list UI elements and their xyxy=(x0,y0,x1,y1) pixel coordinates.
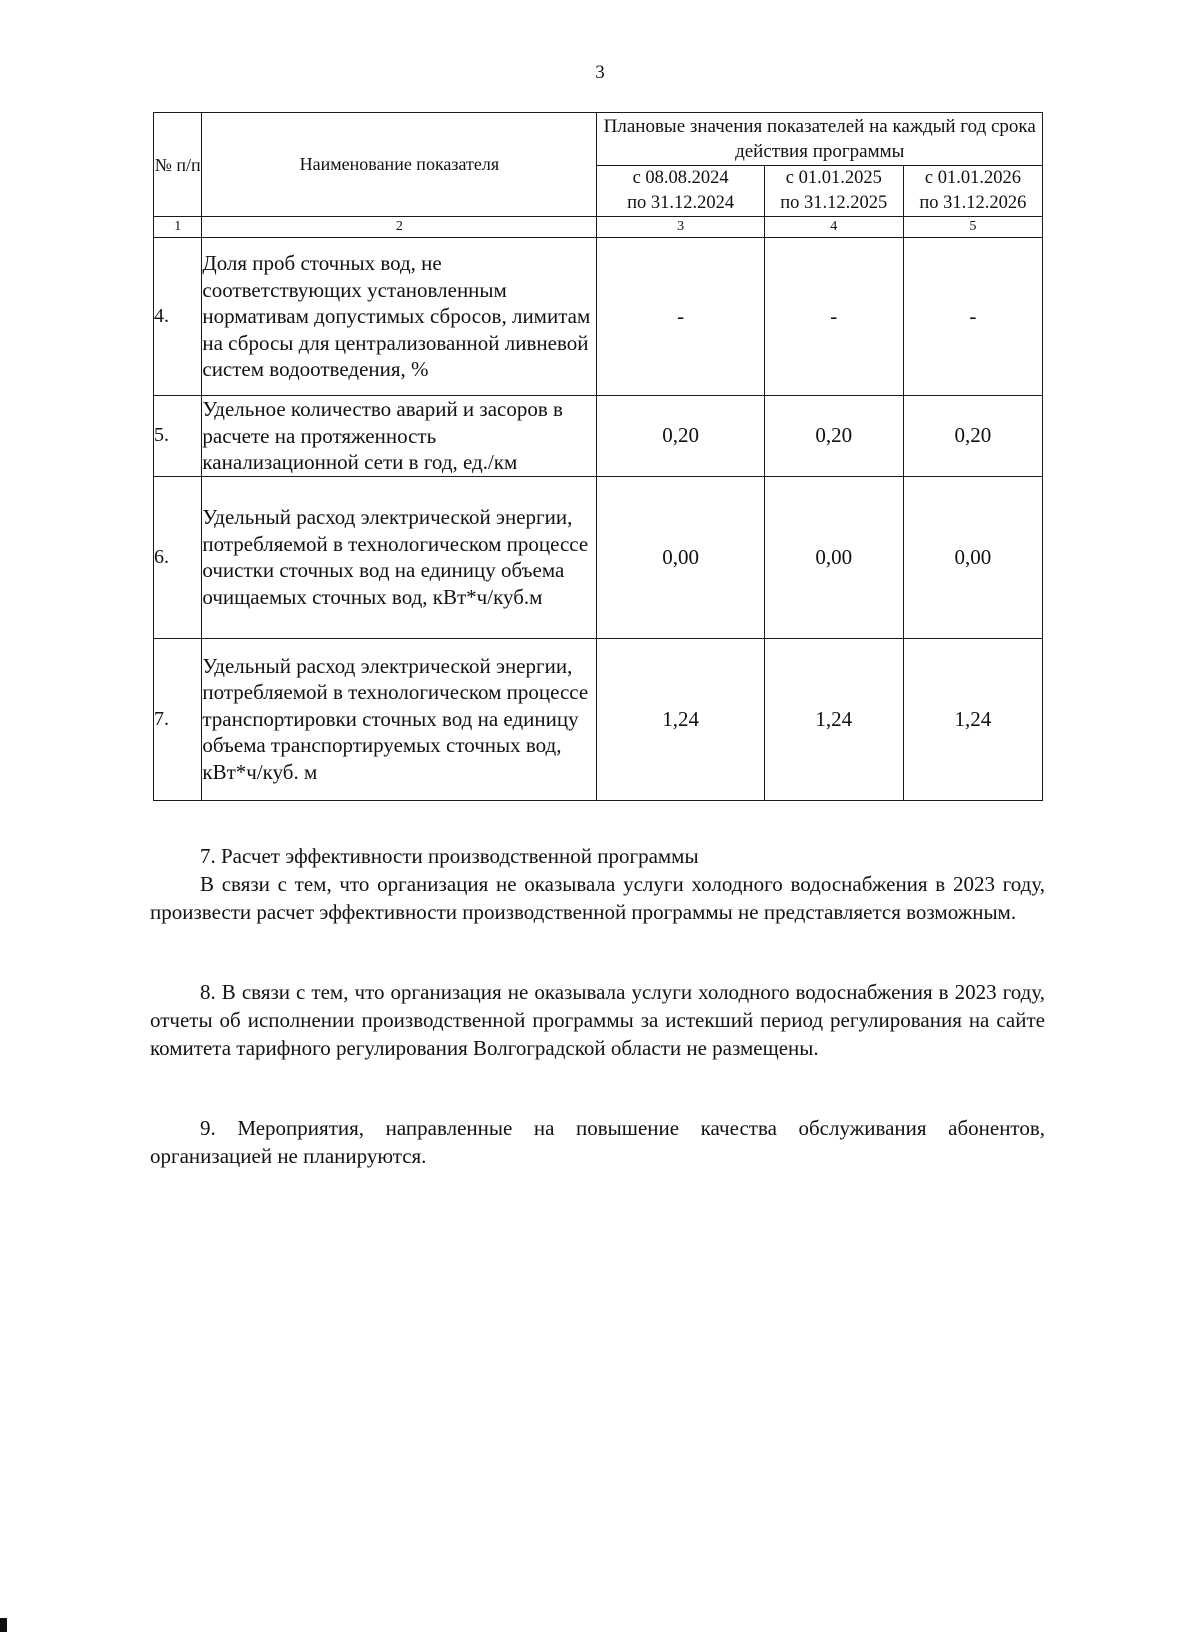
section-8 xyxy=(150,978,1045,1062)
header-period-1 xyxy=(597,166,764,217)
indicators-table xyxy=(153,112,1043,801)
column-number: 4 xyxy=(764,217,903,238)
value-2026: - xyxy=(903,238,1042,396)
row-number: 6. xyxy=(154,476,202,638)
value-2026: 1,24 xyxy=(903,638,1042,800)
section-7-text: В связи с тем, что организация не оказывала услуги холодного водоснабжения в 2023 году, произвести расчет эффективности производственной программы не представляется возможным. xyxy=(150,872,1045,924)
period-to: по 31.12.2026 xyxy=(919,193,1027,213)
value-2026: 0,20 xyxy=(903,396,1042,477)
value-2025: 1,24 xyxy=(764,638,903,800)
indicator-name: Удельный расход электрической энергии, потребляемой в технологическом процессе транспортировки сточных вод на единицу объема транспортируемых сточных вод, кВт*ч/куб. м xyxy=(202,638,597,800)
value-2024: 0,20 xyxy=(597,396,764,477)
value-2025: - xyxy=(764,238,903,396)
value-2025: 0,20 xyxy=(764,396,903,477)
column-number: 5 xyxy=(903,217,1042,238)
header-period-3 xyxy=(903,166,1042,217)
indicator-name: Удельное количество аварий и засоров в расчете на протяженность канализационной сети в год, ед./км xyxy=(202,396,597,477)
value-2024: 0,00 xyxy=(597,476,764,638)
header-num: № п/п xyxy=(154,113,202,217)
header-plan: Плановые значения показателей на каждый год срока действия программы xyxy=(597,113,1043,166)
section-8-text: 8. В связи с тем, что организация не оказывала услуги холодного водоснабжения в 2023 году, отчеты об исполнении производственной программы за истекший период регулирования на сайте комитета тарифного регулирования Волгоградской области не размещены. xyxy=(150,980,1045,1060)
period-to: по 31.12.2024 xyxy=(627,193,735,213)
header-name: Наименование показателя xyxy=(202,113,597,217)
table-row xyxy=(154,476,1043,638)
scan-edge-mark xyxy=(0,1618,7,1632)
table-row xyxy=(154,396,1043,477)
section-7 xyxy=(150,842,1045,926)
row-number: 7. xyxy=(154,638,202,800)
column-number: 3 xyxy=(597,217,764,238)
value-2024: - xyxy=(597,238,764,396)
section-7-title: 7. Расчет эффективности производственной программы xyxy=(200,844,699,868)
row-number: 4. xyxy=(154,238,202,396)
row-number: 5. xyxy=(154,396,202,477)
period-from: с 01.01.2025 xyxy=(785,168,882,188)
page-number: 3 xyxy=(595,62,605,83)
column-number: 2 xyxy=(202,217,597,238)
table-row xyxy=(154,638,1043,800)
column-number: 1 xyxy=(154,217,202,238)
period-to: по 31.12.2025 xyxy=(780,193,888,213)
indicator-name: Доля проб сточных вод, не соответствующих установленным нормативам допустимых сбросов, лимитам на сбросы для централизованной ливневой систем водоотведения, % xyxy=(202,238,597,396)
table-row xyxy=(154,238,1043,396)
indicator-name: Удельный расход электрической энергии, потребляемой в технологическом процессе очистки сточных вод на единицу объема очищаемых сточных вод, кВт*ч/куб.м xyxy=(202,476,597,638)
table-header-row xyxy=(154,113,1043,166)
value-2024: 1,24 xyxy=(597,638,764,800)
section-9 xyxy=(150,1114,1045,1170)
period-from: с 01.01.2026 xyxy=(924,168,1021,188)
header-period-2 xyxy=(764,166,903,217)
section-9-text: 9. Мероприятия, направленные на повышение качества обслуживания абонентов, организацией не планируются. xyxy=(150,1116,1045,1168)
value-2026: 0,00 xyxy=(903,476,1042,638)
period-from: с 08.08.2024 xyxy=(632,168,729,188)
column-numbers-row xyxy=(154,217,1043,238)
value-2025: 0,00 xyxy=(764,476,903,638)
